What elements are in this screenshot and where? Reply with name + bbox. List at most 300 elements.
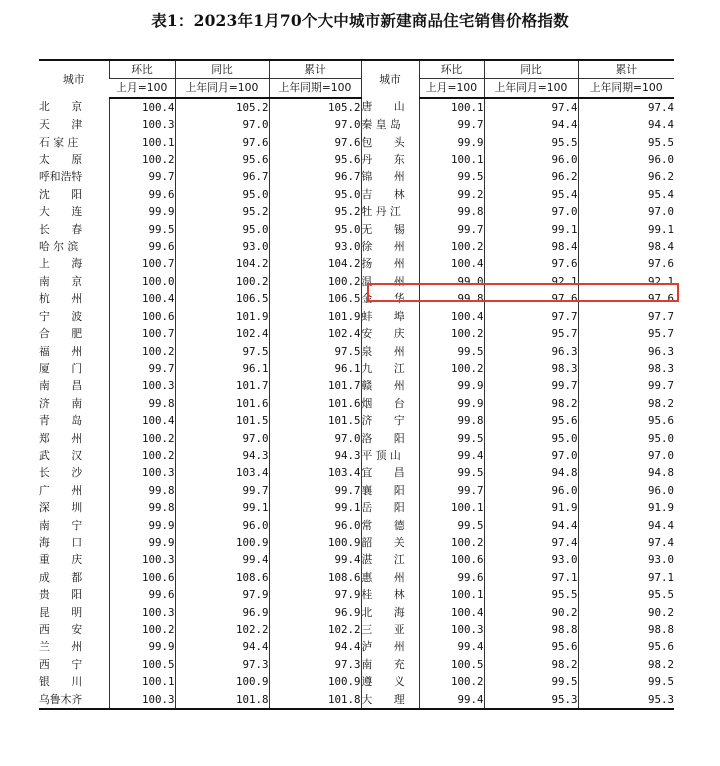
cell-mom-right: 99.7	[419, 116, 484, 133]
cell-cum-left: 97.9	[269, 586, 361, 603]
cell-yoy-right: 97.4	[484, 98, 578, 116]
cell-mom-left: 100.5	[109, 656, 175, 673]
table-row	[39, 360, 674, 377]
price-index-table	[39, 59, 674, 710]
table-row	[39, 691, 674, 709]
cell-cum-right: 99.7	[578, 377, 674, 394]
cell-yoy-right: 96.0	[484, 151, 578, 168]
cell-city-left: 合 肥	[39, 327, 83, 341]
cell-yoy-left: 105.2	[175, 98, 269, 116]
cell-mom-left: 100.3	[109, 464, 175, 481]
cell-city-left: 长 沙	[39, 466, 83, 480]
cell-cum-right: 97.7	[578, 308, 674, 325]
table-row	[39, 430, 674, 447]
table-row	[39, 656, 674, 673]
cell-cum-left: 96.9	[269, 604, 361, 621]
header-yoy-right: 同比	[484, 60, 578, 79]
cell-mom-right: 99.9	[419, 395, 484, 412]
cell-city-right: 岳 阳	[361, 499, 419, 516]
cell-yoy-left: 104.2	[175, 255, 269, 272]
cell-mom-left: 99.9	[109, 203, 175, 220]
cell-yoy-left: 101.8	[175, 691, 269, 709]
cell-cum-right: 91.9	[578, 499, 674, 516]
table-row	[39, 186, 674, 203]
cell-cum-right: 96.2	[578, 168, 674, 185]
cell-cum-right: 97.6	[578, 290, 674, 307]
cell-city-right: 泉 州	[361, 343, 419, 360]
cell-cum-right: 93.0	[578, 551, 674, 568]
cell-cum-right: 95.7	[578, 325, 674, 342]
cell-city-right: 北 海	[361, 604, 419, 621]
cell-mom-right: 100.6	[419, 551, 484, 568]
cell-yoy-right: 95.5	[484, 134, 578, 151]
header-cum-base-right: 上年同期=100	[578, 79, 674, 98]
cell-cum-left: 100.2	[269, 273, 361, 290]
cell-yoy-left: 108.6	[175, 569, 269, 586]
table-row	[39, 325, 674, 342]
cell-cum-right: 94.8	[578, 464, 674, 481]
cell-yoy-right: 93.0	[484, 551, 578, 568]
cell-yoy-right: 98.3	[484, 360, 578, 377]
cell-mom-right: 99.5	[419, 343, 484, 360]
cell-city-left: 贵 阳	[39, 588, 83, 602]
cell-yoy-right: 98.2	[484, 395, 578, 412]
cell-cum-left: 102.2	[269, 621, 361, 638]
table-row	[39, 238, 674, 255]
cell-mom-left: 99.6	[109, 586, 175, 603]
table-row	[39, 98, 674, 116]
table-row	[39, 638, 674, 655]
cell-cum-right: 97.1	[578, 569, 674, 586]
cell-cum-left: 108.6	[269, 569, 361, 586]
cell-city-right: 丹 东	[361, 151, 419, 168]
cell-yoy-right: 95.4	[484, 186, 578, 203]
cell-yoy-right: 98.2	[484, 656, 578, 673]
cell-yoy-left: 95.0	[175, 221, 269, 238]
cell-cum-left: 95.0	[269, 221, 361, 238]
cell-cum-left: 99.7	[269, 482, 361, 499]
cell-city-left: 南 昌	[39, 379, 83, 393]
header-city-left: 城市	[39, 60, 109, 98]
cell-city-right: 三 亚	[361, 621, 419, 638]
header-mom-left: 环比	[109, 60, 175, 79]
cell-yoy-right: 99.1	[484, 221, 578, 238]
cell-city-right: 九 江	[361, 360, 419, 377]
cell-cum-left: 95.0	[269, 186, 361, 203]
cell-yoy-left: 95.6	[175, 151, 269, 168]
header-cum-left: 累计	[269, 60, 361, 79]
cell-mom-left: 99.9	[109, 534, 175, 551]
cell-mom-left: 100.2	[109, 151, 175, 168]
cell-yoy-right: 94.4	[484, 116, 578, 133]
cell-city-right: 泸 州	[361, 638, 419, 655]
cell-yoy-right: 99.7	[484, 377, 578, 394]
cell-cum-left: 105.2	[269, 98, 361, 116]
cell-yoy-right: 97.6	[484, 290, 578, 307]
cell-city-right: 惠 州	[361, 569, 419, 586]
table-row	[39, 534, 674, 551]
cell-city-left: 上 海	[39, 257, 83, 271]
cell-cum-left: 97.0	[269, 430, 361, 447]
cell-yoy-right: 94.8	[484, 464, 578, 481]
cell-cum-left: 94.3	[269, 447, 361, 464]
cell-cum-left: 101.9	[269, 308, 361, 325]
cell-yoy-right: 95.3	[484, 691, 578, 709]
cell-city-right: 襄 阳	[361, 482, 419, 499]
cell-city-right: 扬 州	[361, 255, 419, 272]
cell-mom-right: 99.8	[419, 290, 484, 307]
cell-mom-right: 100.1	[419, 98, 484, 116]
cell-city-right: 无 锡	[361, 221, 419, 238]
table-row	[39, 569, 674, 586]
cell-city-left: 北 京	[39, 100, 83, 114]
cell-yoy-left: 96.0	[175, 517, 269, 534]
cell-yoy-right: 90.2	[484, 604, 578, 621]
cell-mom-left: 99.8	[109, 395, 175, 412]
table-row	[39, 412, 674, 429]
cell-cum-left: 101.8	[269, 691, 361, 709]
table-row	[39, 604, 674, 621]
cell-yoy-right: 97.0	[484, 203, 578, 220]
cell-city-left: 深 圳	[39, 501, 83, 515]
header-yoy-left: 同比	[175, 60, 269, 79]
cell-cum-left: 97.6	[269, 134, 361, 151]
page-title: 表1：2023年1月70个大中城市新建商品住宅销售价格指数	[151, 11, 569, 30]
cell-yoy-left: 100.9	[175, 673, 269, 690]
header-mom-right: 环比	[419, 60, 484, 79]
header-yoy-base-right: 上年同月=100	[484, 79, 578, 98]
cell-cum-right: 95.5	[578, 134, 674, 151]
cell-mom-left: 100.6	[109, 569, 175, 586]
cell-city-left: 大 连	[39, 205, 83, 219]
table-row	[39, 395, 674, 412]
cell-yoy-left: 96.1	[175, 360, 269, 377]
cell-cum-right: 97.4	[578, 98, 674, 116]
cell-yoy-left: 106.5	[175, 290, 269, 307]
cell-mom-left: 99.5	[109, 221, 175, 238]
cell-cum-left: 106.5	[269, 290, 361, 307]
cell-cum-left: 97.0	[269, 116, 361, 133]
cell-yoy-left: 99.1	[175, 499, 269, 516]
cell-cum-left: 101.7	[269, 377, 361, 394]
cell-mom-left: 99.8	[109, 482, 175, 499]
cell-mom-left: 99.7	[109, 360, 175, 377]
cell-cum-right: 92.1	[578, 273, 674, 290]
cell-yoy-left: 94.3	[175, 447, 269, 464]
cell-cum-left: 102.4	[269, 325, 361, 342]
cell-cum-left: 95.2	[269, 203, 361, 220]
cell-mom-right: 99.9	[419, 377, 484, 394]
cell-yoy-right: 95.7	[484, 325, 578, 342]
table-row	[39, 116, 674, 133]
cell-city-left: 杭 州	[39, 292, 83, 306]
cell-cum-left: 101.5	[269, 412, 361, 429]
cell-yoy-right: 98.4	[484, 238, 578, 255]
cell-cum-right: 98.4	[578, 238, 674, 255]
cell-yoy-right: 96.2	[484, 168, 578, 185]
cell-yoy-right: 97.4	[484, 534, 578, 551]
cell-mom-right: 100.4	[419, 255, 484, 272]
cell-yoy-right: 95.6	[484, 412, 578, 429]
cell-city-left: 昆 明	[39, 605, 83, 619]
cell-mom-right: 100.2	[419, 534, 484, 551]
cell-city-right: 大 理	[361, 691, 419, 709]
cell-mom-left: 100.2	[109, 343, 175, 360]
cell-mom-right: 100.5	[419, 656, 484, 673]
table-row	[39, 447, 674, 464]
cell-yoy-left: 97.0	[175, 430, 269, 447]
cell-mom-right: 99.7	[419, 221, 484, 238]
cell-city-right: 湛 江	[361, 551, 419, 568]
cell-yoy-right: 95.6	[484, 638, 578, 655]
cell-yoy-right: 96.0	[484, 482, 578, 499]
cell-yoy-left: 95.2	[175, 203, 269, 220]
cell-city-left: 哈 尔 滨	[39, 240, 79, 254]
table-row	[39, 134, 674, 151]
cell-city-right: 温 州	[361, 273, 419, 290]
cell-mom-right: 99.5	[419, 464, 484, 481]
cell-yoy-left: 101.7	[175, 377, 269, 394]
cell-mom-right: 100.1	[419, 586, 484, 603]
cell-cum-right: 94.4	[578, 116, 674, 133]
cell-city-left: 天 津	[39, 118, 83, 132]
cell-cum-left: 93.0	[269, 238, 361, 255]
cell-mom-left: 100.1	[109, 134, 175, 151]
table-row	[39, 673, 674, 690]
cell-cum-left: 99.4	[269, 551, 361, 568]
cell-cum-right: 98.2	[578, 395, 674, 412]
cell-mom-left: 99.9	[109, 517, 175, 534]
table-row	[39, 290, 674, 307]
cell-mom-right: 100.2	[419, 673, 484, 690]
cell-city-right: 遵 义	[361, 673, 419, 690]
header-cum-base-left: 上年同期=100	[269, 79, 361, 98]
cell-yoy-right: 94.4	[484, 517, 578, 534]
cell-mom-left: 100.2	[109, 447, 175, 464]
cell-yoy-right: 95.5	[484, 586, 578, 603]
header-cum-right: 累计	[578, 60, 674, 79]
cell-yoy-right: 97.6	[484, 255, 578, 272]
cell-city-left: 郑 州	[39, 431, 83, 445]
cell-cum-right: 95.6	[578, 412, 674, 429]
cell-city-left: 呼和浩特	[39, 170, 83, 184]
cell-cum-left: 100.9	[269, 534, 361, 551]
table-row	[39, 377, 674, 394]
cell-mom-left: 100.7	[109, 255, 175, 272]
table-row	[39, 586, 674, 603]
cell-cum-right: 95.3	[578, 691, 674, 709]
cell-city-left: 宁 波	[39, 309, 83, 323]
cell-cum-left: 99.1	[269, 499, 361, 516]
header-mom-base-right: 上月=100	[419, 79, 484, 98]
cell-city-right: 吉 林	[361, 186, 419, 203]
cell-mom-left: 100.4	[109, 290, 175, 307]
cell-city-left: 南 京	[39, 274, 83, 288]
cell-yoy-left: 101.6	[175, 395, 269, 412]
cell-cum-left: 94.4	[269, 638, 361, 655]
table-row	[39, 221, 674, 238]
cell-city-left: 广 州	[39, 483, 83, 497]
cell-mom-right: 99.8	[419, 203, 484, 220]
cell-mom-right: 99.0	[419, 273, 484, 290]
cell-city-right: 洛 阳	[361, 430, 419, 447]
cell-cum-left: 101.6	[269, 395, 361, 412]
cell-yoy-left: 103.4	[175, 464, 269, 481]
cell-city-right: 宜 昌	[361, 464, 419, 481]
table-row	[39, 499, 674, 516]
cell-mom-right: 99.9	[419, 134, 484, 151]
cell-yoy-right: 97.1	[484, 569, 578, 586]
cell-yoy-left: 101.9	[175, 308, 269, 325]
cell-yoy-left: 100.9	[175, 534, 269, 551]
cell-yoy-left: 102.2	[175, 621, 269, 638]
cell-cum-right: 96.0	[578, 482, 674, 499]
cell-cum-right: 98.8	[578, 621, 674, 638]
cell-yoy-left: 102.4	[175, 325, 269, 342]
cell-cum-right: 98.3	[578, 360, 674, 377]
cell-city-left: 武 汉	[39, 448, 83, 462]
cell-mom-left: 100.6	[109, 308, 175, 325]
cell-mom-left: 100.3	[109, 377, 175, 394]
header-yoy-base-left: 上年同月=100	[175, 79, 269, 98]
cell-city-left: 乌鲁木齐	[39, 691, 109, 709]
table-row	[39, 308, 674, 325]
cell-mom-right: 99.5	[419, 168, 484, 185]
cell-city-right: 平 顶 山	[361, 447, 419, 464]
cell-city-right: 徐 州	[361, 238, 419, 255]
cell-city-left: 西 安	[39, 623, 83, 636]
cell-city-right: 安 庆	[361, 325, 419, 342]
cell-mom-left: 99.6	[109, 186, 175, 203]
cell-cum-left: 96.7	[269, 168, 361, 185]
cell-cum-left: 96.1	[269, 360, 361, 377]
cell-mom-left: 100.0	[109, 273, 175, 290]
cell-yoy-right: 97.0	[484, 447, 578, 464]
cell-cum-left: 96.0	[269, 517, 361, 534]
table-row	[39, 621, 674, 638]
table-row	[39, 482, 674, 499]
cell-cum-right: 97.6	[578, 255, 674, 272]
cell-city-right: 牡 丹 江	[361, 203, 419, 220]
cell-mom-right: 99.4	[419, 447, 484, 464]
cell-cum-right: 99.5	[578, 673, 674, 690]
cell-mom-right: 100.3	[419, 621, 484, 638]
cell-cum-right: 97.0	[578, 447, 674, 464]
cell-yoy-left: 97.3	[175, 656, 269, 673]
cell-mom-left: 100.4	[109, 98, 175, 116]
cell-city-left: 兰 州	[39, 640, 83, 654]
header-mom-base-left: 上月=100	[109, 79, 175, 98]
cell-city-left: 太 原	[39, 153, 83, 167]
cell-cum-left: 100.9	[269, 673, 361, 690]
cell-cum-right: 90.2	[578, 604, 674, 621]
cell-cum-right: 96.3	[578, 343, 674, 360]
cell-city-right: 金 华	[361, 290, 419, 307]
cell-yoy-left: 101.5	[175, 412, 269, 429]
cell-yoy-left: 93.0	[175, 238, 269, 255]
cell-city-left: 长 春	[39, 222, 83, 236]
cell-city-right: 济 宁	[361, 412, 419, 429]
cell-city-left: 福 州	[39, 344, 83, 358]
cell-mom-left: 100.7	[109, 325, 175, 342]
cell-cum-right: 97.4	[578, 534, 674, 551]
table-row	[39, 151, 674, 168]
cell-city-right: 常 德	[361, 517, 419, 534]
cell-mom-right: 99.8	[419, 412, 484, 429]
cell-yoy-left: 99.7	[175, 482, 269, 499]
cell-cum-right: 95.5	[578, 586, 674, 603]
cell-yoy-right: 98.8	[484, 621, 578, 638]
cell-cum-right: 99.1	[578, 221, 674, 238]
cell-city-left: 青 岛	[39, 414, 83, 428]
cell-city-right: 烟 台	[361, 395, 419, 412]
cell-mom-right: 99.7	[419, 482, 484, 499]
table-row	[39, 168, 674, 185]
cell-mom-right: 99.4	[419, 638, 484, 655]
cell-mom-right: 99.5	[419, 430, 484, 447]
table-body	[39, 98, 674, 709]
cell-city-right: 蚌 埠	[361, 308, 419, 325]
cell-cum-right: 95.4	[578, 186, 674, 203]
table-row	[39, 343, 674, 360]
cell-mom-right: 100.1	[419, 499, 484, 516]
cell-cum-right: 95.0	[578, 430, 674, 447]
cell-yoy-left: 97.5	[175, 343, 269, 360]
cell-mom-left: 99.7	[109, 168, 175, 185]
cell-city-left: 西 宁	[39, 657, 83, 671]
cell-mom-left: 99.8	[109, 499, 175, 516]
cell-city-right: 桂 林	[361, 586, 419, 603]
cell-cum-right: 94.4	[578, 517, 674, 534]
cell-mom-right: 99.2	[419, 186, 484, 203]
cell-yoy-right: 96.3	[484, 343, 578, 360]
cell-mom-left: 100.1	[109, 673, 175, 690]
cell-yoy-right: 95.0	[484, 430, 578, 447]
cell-city-left: 海 口	[39, 535, 83, 549]
cell-cum-left: 104.2	[269, 255, 361, 272]
cell-mom-right: 99.4	[419, 691, 484, 709]
cell-city-right: 南 充	[361, 656, 419, 673]
cell-mom-left: 99.6	[109, 238, 175, 255]
cell-city-left: 厦 门	[39, 361, 83, 375]
cell-city-left: 石 家 庄	[39, 135, 79, 149]
cell-yoy-right: 99.5	[484, 673, 578, 690]
cell-mom-right: 100.2	[419, 325, 484, 342]
cell-mom-left: 100.3	[109, 691, 175, 709]
cell-yoy-left: 99.4	[175, 551, 269, 568]
cell-cum-left: 95.6	[269, 151, 361, 168]
table-row	[39, 551, 674, 568]
cell-city-right: 唐 山	[361, 98, 419, 116]
cell-yoy-left: 100.2	[175, 273, 269, 290]
cell-yoy-left: 97.9	[175, 586, 269, 603]
cell-yoy-left: 95.0	[175, 186, 269, 203]
cell-city-left: 银 川	[39, 675, 83, 689]
cell-mom-left: 100.2	[109, 621, 175, 638]
cell-mom-right: 100.2	[419, 238, 484, 255]
cell-cum-left: 97.5	[269, 343, 361, 360]
cell-mom-left: 100.3	[109, 551, 175, 568]
cell-cum-right: 97.0	[578, 203, 674, 220]
cell-cum-right: 95.6	[578, 638, 674, 655]
table-row	[39, 464, 674, 481]
cell-cum-right: 96.0	[578, 151, 674, 168]
cell-city-right: 赣 州	[361, 377, 419, 394]
cell-mom-right: 100.1	[419, 151, 484, 168]
cell-city-left: 成 都	[39, 570, 83, 584]
cell-yoy-left: 97.0	[175, 116, 269, 133]
cell-mom-left: 100.3	[109, 604, 175, 621]
